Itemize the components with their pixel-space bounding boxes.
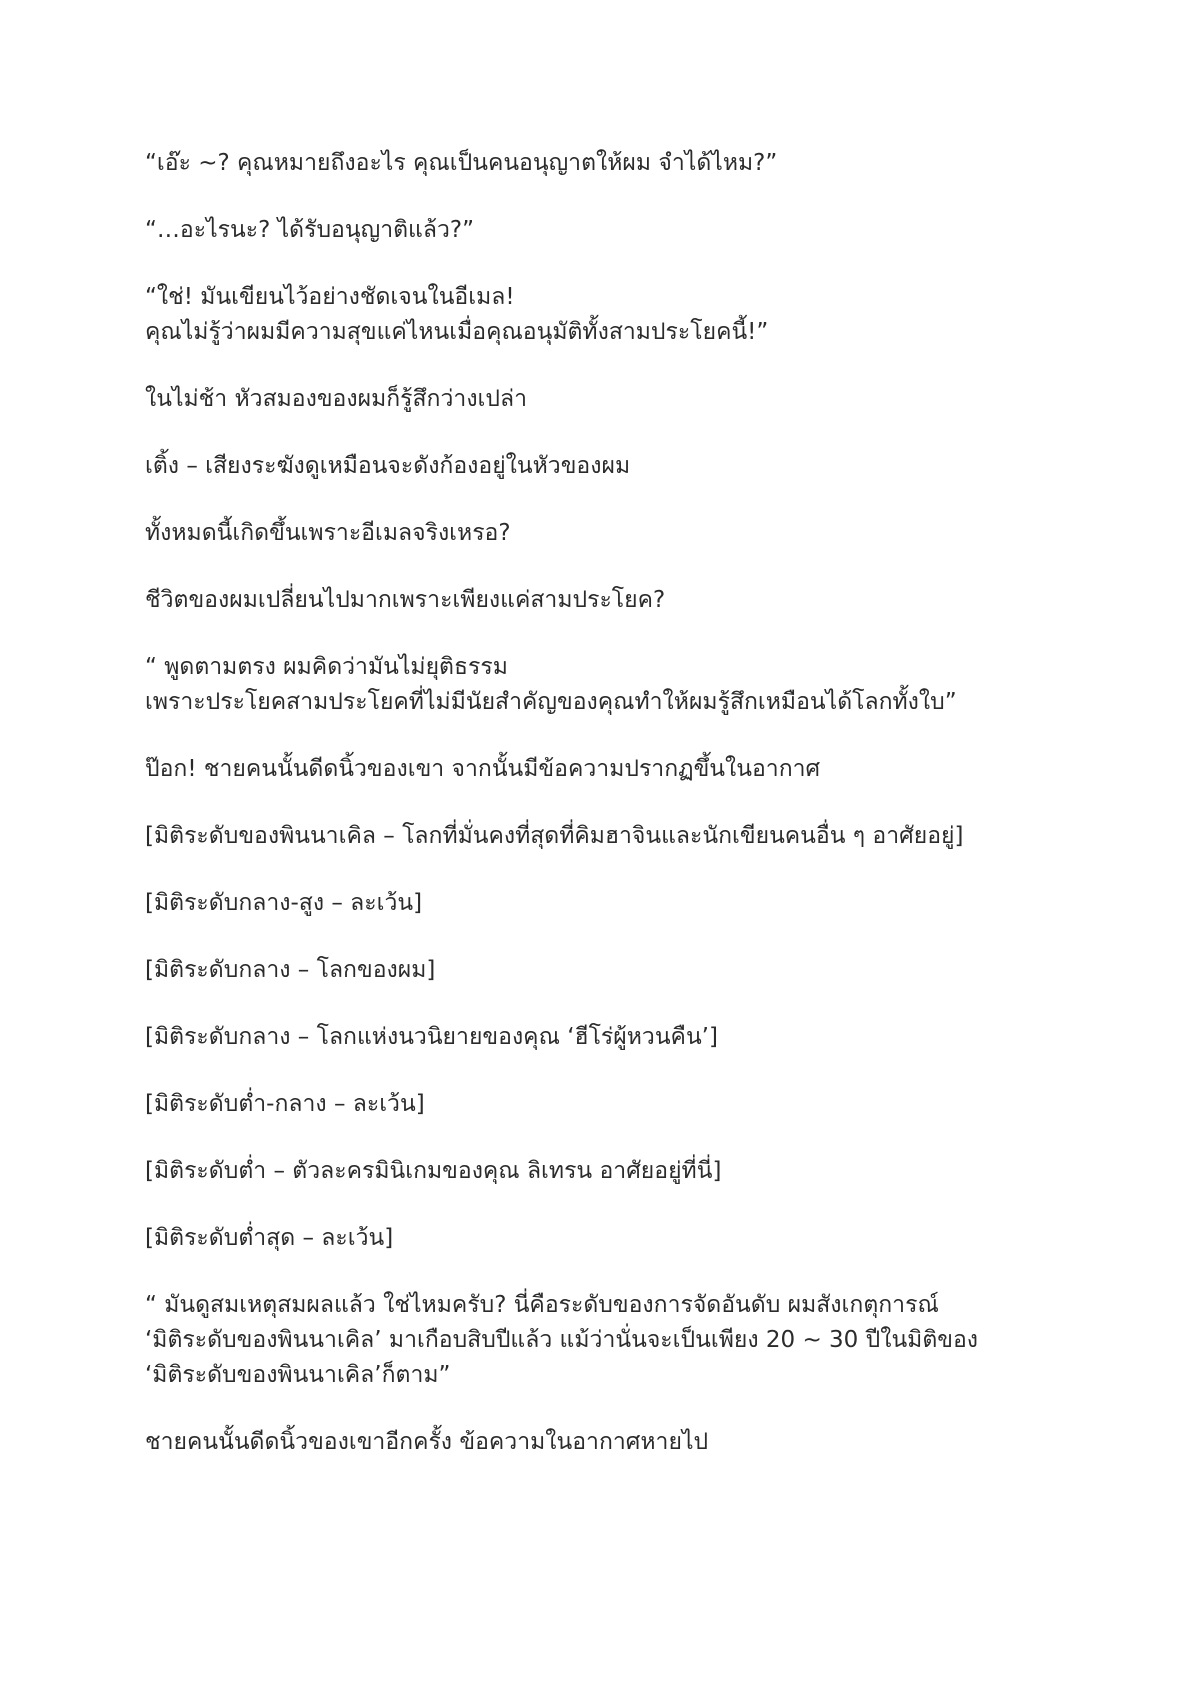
paragraph [145,886,1045,921]
text-line: [มิติระดับของพินนาเคิล – โลกที่มั่นคงที่สุดที่คิมฮาจินและนักเขียนคนอื่น ๆ อาศัยอยู่] [145,823,964,849]
text-line: ทั้งหมดนี้เกิดขึ้นเพราะอีเมลจริงเหรอ? [145,520,511,546]
text-line: [มิติระดับกลาง – โลกแห่งนวนิยายของคุณ ‘ฮีโร่ผู้หวนคืน’] [145,1024,718,1050]
paragraph [145,583,1045,618]
text-line: “ พูดตามตรง ผมคิดว่ามันไม่ยุติธรรม [145,654,508,680]
document-body [145,146,1045,1492]
text-line: เติ้ง – เสียงระฆังดูเหมือนจะดังก้องอยู่ในหัวของผม [145,453,631,479]
text-line: ‘มิติระดับของพินนาเคิล’ มาเกือบสิบปีแล้ว แม้ว่านั่นจะเป็นเพียง 20 ~ 30 ปีในมิติของ [145,1327,979,1353]
text-line: [มิติระดับต่ำสุด – ละเว้น] [145,1225,394,1251]
text-line: ชายคนนั้นดีดนิ้วของเขาอีกครั้ง ข้อความในอากาศหายไป [145,1429,709,1455]
paragraph [145,819,1045,854]
text-line: “…อะไรนะ? ได้รับอนุญาติแล้ว?” [145,217,474,243]
paragraph [145,449,1045,484]
text-line: “ มันดูสมเหตุสมผลแล้ว ใช่ไหมครับ? นี่คือระดับของการจัดอันดับ ผมสังเกตุการณ์ [145,1292,939,1318]
paragraph [145,953,1045,988]
paragraph [145,1154,1045,1189]
text-line: “เอ๊ะ ~? คุณหมายถึงอะไร คุณเป็นคนอนุญาตให้ผม จำได้ไหม?” [145,150,778,176]
paragraph [145,1221,1045,1256]
paragraph [145,1020,1045,1055]
text-line: ป๊อก! ชายคนนั้นดีดนิ้วของเขา จากนั้นมีข้อความปรากฏขึ้นในอากาศ [145,756,821,782]
text-line: “ใช่! มันเขียนไว้อย่างชัดเจนในอีเมล! [145,284,515,310]
text-line: เพราะประโยคสามประโยคที่ไม่มีนัยสำคัญของคุณทำให้ผมรู้สึกเหมือนได้โลกทั้งใบ” [145,689,957,715]
paragraph [145,1425,1045,1460]
paragraph [145,382,1045,417]
text-line: [มิติระดับต่ำ – ตัวละครมินิเกมของคุณ ลิเทรน อาศัยอยู่ที่นี่] [145,1158,722,1184]
text-line: ‘มิติระดับของพินนาเคิล’ก็ตาม” [145,1362,451,1388]
text-line: [มิติระดับต่ำ-กลาง – ละเว้น] [145,1091,425,1117]
paragraph [145,280,1045,350]
paragraph [145,146,1045,181]
paragraph [145,752,1045,787]
paragraph [145,213,1045,248]
text-line: [มิติระดับกลาง – โลกของผม] [145,957,436,983]
paragraph [145,1288,1045,1393]
text-line: ชีวิตของผมเปลี่ยนไปมากเพราะเพียงแค่สามประโยค? [145,587,666,613]
paragraph [145,1087,1045,1122]
text-line: คุณไม่รู้ว่าผมมีความสุขแค่ไหนเมื่อคุณอนุมัติทั้งสามประโยคนี้!” [145,319,769,345]
paragraph [145,516,1045,551]
text-line: [มิติระดับกลาง-สูง – ละเว้น] [145,890,423,916]
paragraph [145,650,1045,720]
text-line: ในไม่ช้า หัวสมองของผมก็รู้สึกว่างเปล่า [145,386,528,412]
